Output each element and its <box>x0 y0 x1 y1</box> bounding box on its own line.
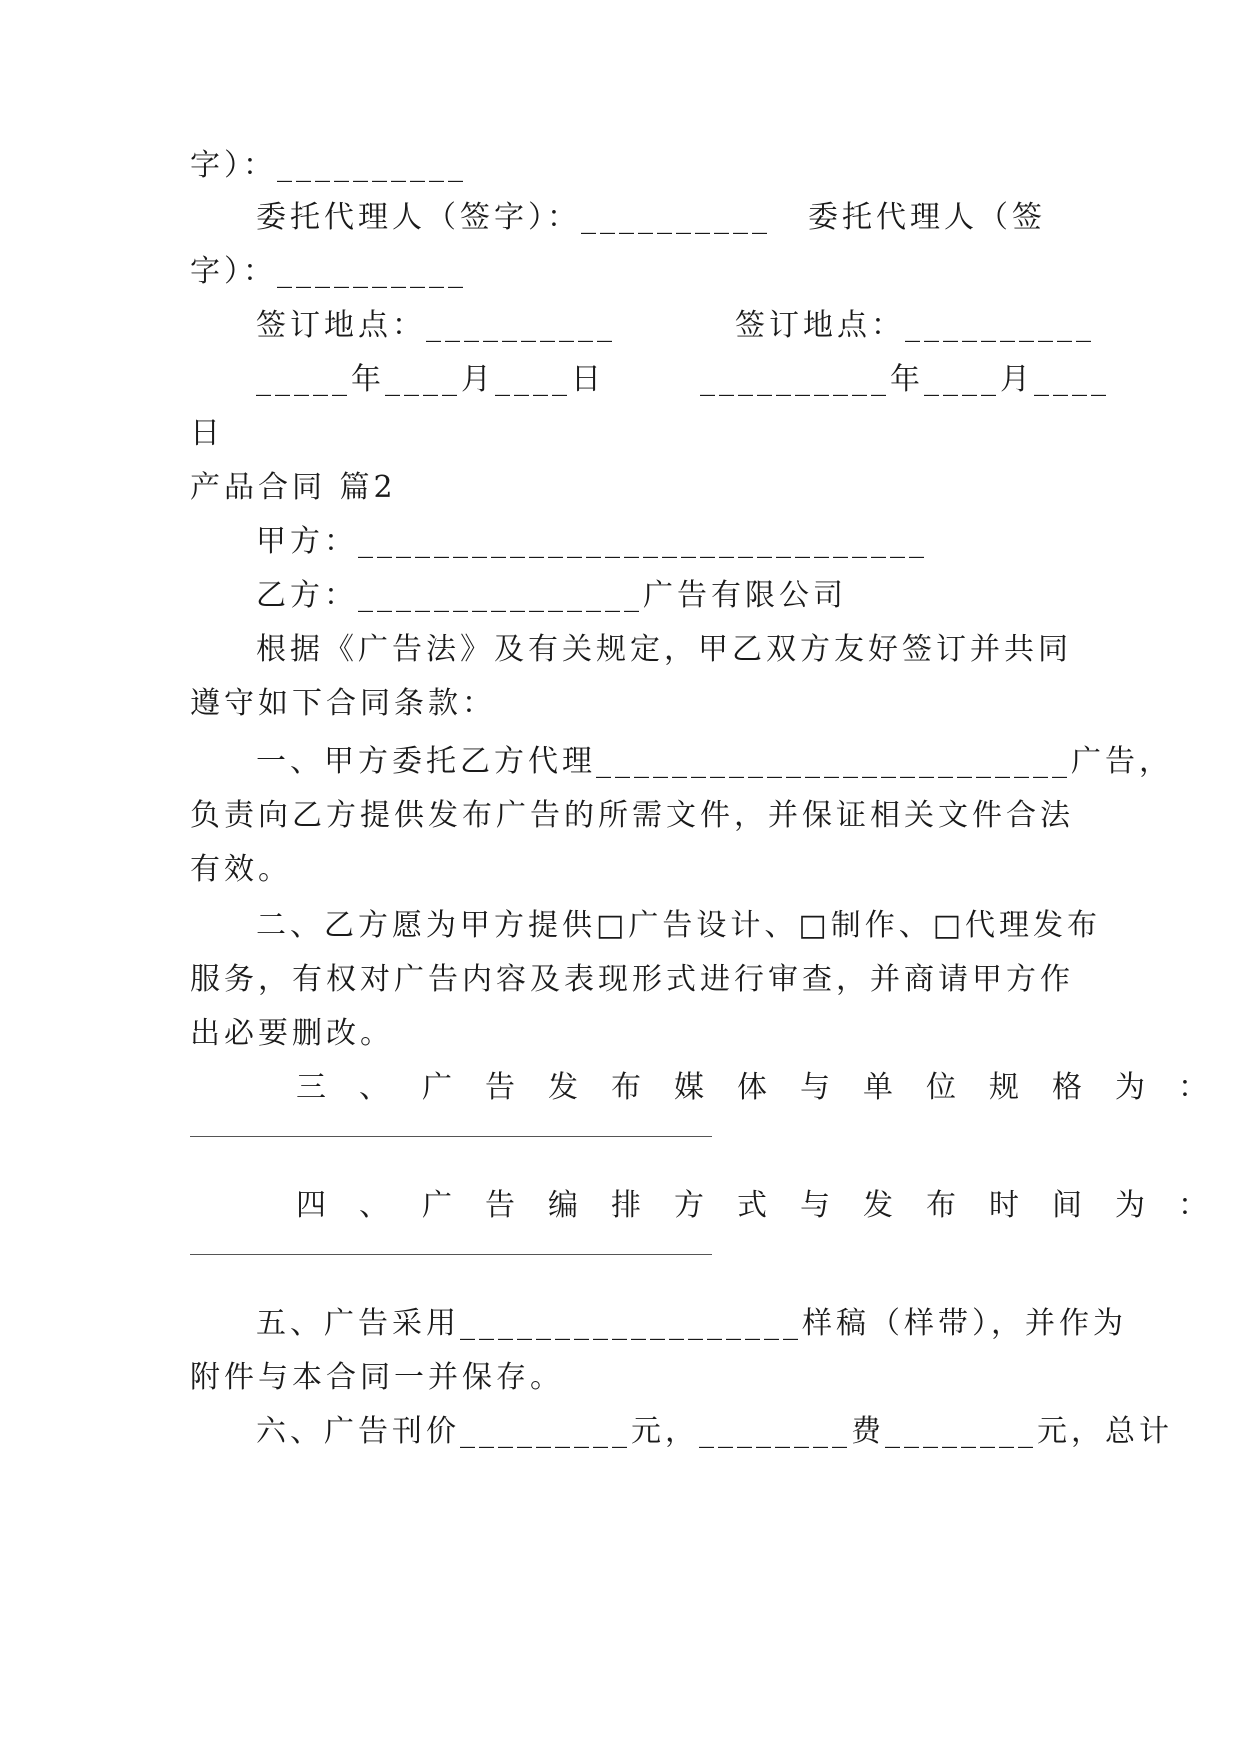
clause-1-line-2: 负责向乙方提供发布广告的所需文件，并保证相关文件合法 <box>190 798 1074 833</box>
signing-place-a: 签订地点：__________ <box>256 308 616 343</box>
party-a-line: 甲方：______________________________ <box>256 524 928 559</box>
intro-line-1: 根据《广告法》及有关规定，甲乙双方友好签订并共同 <box>256 632 1072 667</box>
clause-2-line-2: 服务，有权对广告内容及表现形式进行审查，并商请甲方作 <box>190 962 1074 997</box>
clause-3-blank-rule <box>190 1136 712 1137</box>
section-heading: 产品合同 篇2 <box>190 470 397 505</box>
clause-2-line-1: 二、乙方愿为甲方提供□广告设计、□制作、□代理发布 <box>256 908 1102 943</box>
clause-3-text: 三、广告发布媒体与单位规格为： <box>296 1070 1241 1105</box>
clause-6-line-1: 六、广告刊价_________元，________费________元，总计 <box>256 1414 1173 1449</box>
clause-4-text: 四、广告编排方式与发布时间为： <box>296 1188 1241 1223</box>
clause-5-line-2: 附件与本合同一并保存。 <box>190 1360 564 1395</box>
party-b-line: 乙方：_______________广告有限公司 <box>256 578 847 613</box>
signing-place-b: 签订地点：__________ <box>735 308 1095 343</box>
intro-line-2: 遵守如下合同条款： <box>190 686 496 721</box>
agent-signature-b: 委托代理人（签 <box>808 200 1046 235</box>
agent-signature-a: 委托代理人（签字）：__________ <box>256 200 771 235</box>
clause-4-blank-rule <box>190 1254 712 1255</box>
clause-5-line-1: 五、广告采用__________________样稿（样带），并作为 <box>256 1306 1127 1341</box>
clause-2-line-3: 出必要删改。 <box>190 1016 394 1051</box>
clause-4-line <box>296 1186 1241 1226</box>
signing-date-b-continued: 日 <box>190 416 224 451</box>
clause-3-line <box>296 1068 1241 1108</box>
clause-1-line-3: 有效。 <box>190 852 292 887</box>
signature-line-continued: 字）：__________ <box>190 148 467 183</box>
signing-date-b: __________年____月____ <box>700 362 1110 397</box>
agent-signature-b-continued: 字）：__________ <box>190 254 467 289</box>
clause-1-line-1: 一、甲方委托乙方代理_________________________广告， <box>256 744 1173 779</box>
signing-date-a: _____年____月____日 <box>256 362 605 397</box>
